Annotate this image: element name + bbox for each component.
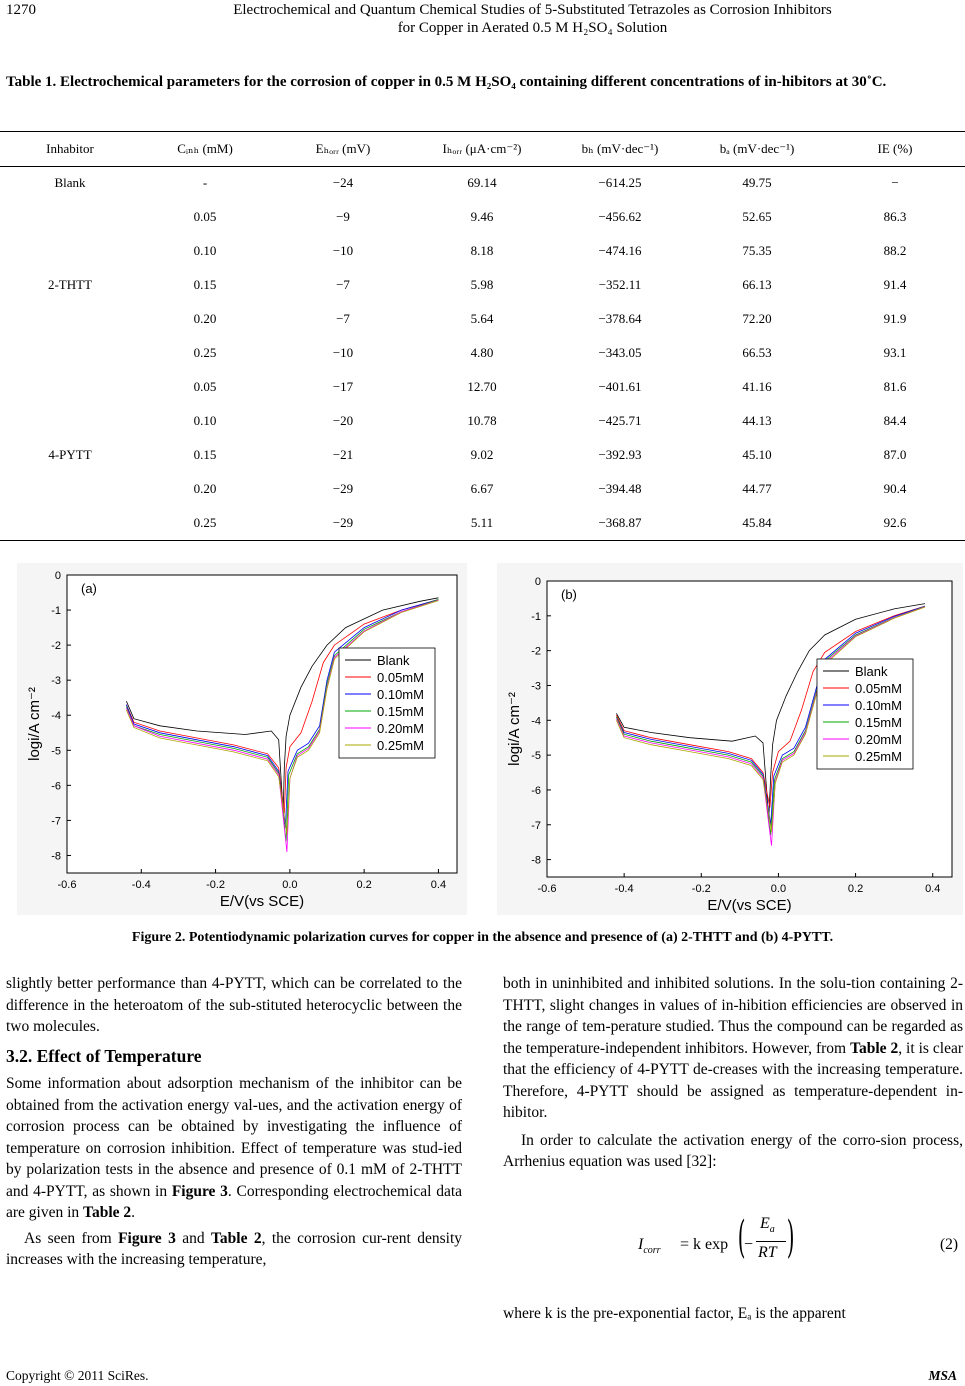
panel-label: (b) bbox=[561, 587, 577, 602]
table-cell: 9.02 bbox=[470, 447, 494, 462]
x-tick-label: 0.4 bbox=[430, 879, 447, 891]
table-header-cell: Eₕₒᵣᵣ (mV) bbox=[315, 141, 371, 156]
panel-label: (a) bbox=[81, 581, 97, 596]
table-cell: 69.14 bbox=[467, 175, 497, 190]
y-tick-label: -3 bbox=[51, 675, 61, 688]
table-bottom-rule bbox=[0, 540, 965, 541]
table-cell: 8.18 bbox=[470, 243, 494, 258]
table-header-cell: Iₕₒᵣᵣ (μA·cm⁻²) bbox=[442, 141, 522, 156]
right-paragraph-3: where k is the pre-exponential factor, Eₐ is the apparent bbox=[503, 1305, 846, 1322]
table-header-cell: bₐ (mV·dec⁻¹) bbox=[719, 141, 795, 156]
table-cell: 4.80 bbox=[470, 345, 494, 360]
table-header-rule bbox=[0, 166, 965, 167]
table-cell: −7 bbox=[336, 277, 350, 292]
legend-label: Blank bbox=[855, 664, 888, 679]
left-column bbox=[6, 973, 462, 1271]
y-tick-label: 0 bbox=[534, 576, 541, 588]
legend-label: 0.10mM bbox=[377, 687, 424, 702]
legend-label: 0.05mM bbox=[855, 681, 902, 696]
x-tick-label: -0.6 bbox=[537, 883, 557, 895]
table-cell: - bbox=[202, 175, 208, 190]
table-cell: 92.6 bbox=[883, 515, 907, 530]
table-cell: 52.65 bbox=[742, 209, 772, 224]
x-tick-label: 0.2 bbox=[847, 883, 864, 895]
y-tick-label: -8 bbox=[51, 850, 61, 863]
x-tick-label: 0.4 bbox=[925, 883, 941, 895]
table-cell: −10 bbox=[332, 345, 354, 360]
y-tick-label: -5 bbox=[51, 745, 61, 758]
y-axis-label: logi/A cm⁻² bbox=[506, 692, 523, 766]
table-cell: 91.9 bbox=[883, 311, 907, 326]
table-cell: 0.25 bbox=[193, 345, 217, 360]
table-cell: 0.20 bbox=[193, 311, 217, 326]
y-tick-label: 0 bbox=[54, 570, 61, 582]
figure-panel-b bbox=[497, 563, 963, 915]
table-group-label: 4-PYTT bbox=[48, 447, 92, 462]
table-cell: 44.13 bbox=[742, 413, 772, 428]
figure-3-ref-2[interactable]: Figure 3 bbox=[118, 1229, 176, 1247]
x-axis-label: E/V(vs SCE) bbox=[219, 893, 305, 910]
y-tick-label: -2 bbox=[531, 645, 541, 658]
table-cell: 88.2 bbox=[883, 243, 907, 258]
table-cell: −10 bbox=[332, 243, 354, 258]
table-cell: 0.05 bbox=[193, 209, 217, 224]
table-cell: −29 bbox=[332, 481, 354, 496]
y-axis-label: logi/A cm⁻² bbox=[26, 687, 43, 761]
table-cell: 66.53 bbox=[742, 345, 772, 360]
legend-label: 0.10mM bbox=[855, 698, 902, 713]
table-cell: 84.4 bbox=[883, 413, 907, 428]
table-cell: 66.13 bbox=[742, 277, 772, 292]
right-column bbox=[503, 973, 963, 1173]
x-tick-label: -0.4 bbox=[614, 883, 634, 895]
right-paragraph-1: both in uninhibited and inhibited solutions. In the solu-tion containing 2-THTT, slight changes in values of in-hibition efficiencies are observed in the range of tem-perature studied. Thus the compound can be regarded as the temperature-independent inhibitors. However, from Table 2, it is clear that the efficiency of 4-PYTT de-creases with the increasing temperature. Therefore, 4-PYTT should be assigned as temperature-dependent in-hibitor. bbox=[503, 975, 963, 1121]
table-cell: 6.67 bbox=[470, 481, 494, 496]
polarization-chart-a bbox=[17, 563, 467, 915]
table-cell: 72.20 bbox=[742, 311, 772, 326]
table-cell: 9.46 bbox=[470, 209, 494, 224]
y-tick-label: -6 bbox=[531, 784, 541, 797]
table-cell: 0.15 bbox=[193, 277, 217, 292]
x-tick-label: 0.2 bbox=[356, 879, 372, 891]
legend-label: 0.05mM bbox=[377, 670, 424, 685]
table-top-rule bbox=[0, 131, 965, 132]
table-cell: −474.16 bbox=[598, 243, 642, 258]
table-cell: −352.11 bbox=[598, 277, 642, 292]
figure-panel-a bbox=[17, 563, 467, 915]
y-tick-label: -1 bbox=[51, 605, 61, 618]
table-cell: −425.71 bbox=[598, 413, 642, 428]
table-cell: 0.05 bbox=[193, 379, 217, 394]
x-tick-label: -0.4 bbox=[131, 879, 151, 891]
legend-label: 0.25mM bbox=[377, 738, 424, 753]
table-cell: 45.84 bbox=[742, 515, 772, 530]
x-tick-label: -0.2 bbox=[206, 879, 226, 891]
table-cell: 10.78 bbox=[467, 413, 497, 428]
y-tick-label: -6 bbox=[51, 780, 61, 793]
table-cell: −343.05 bbox=[598, 345, 642, 360]
table-cell: −24 bbox=[332, 175, 354, 190]
table-cell: −7 bbox=[336, 311, 350, 326]
table-header-cell: Cᵢₙₕ (mM) bbox=[177, 141, 233, 156]
table-group-label: Blank bbox=[54, 175, 86, 190]
table-cell: −21 bbox=[332, 447, 354, 462]
y-tick-label: -2 bbox=[51, 640, 61, 653]
table-cell: 0.25 bbox=[193, 515, 217, 530]
legend-label: 0.20mM bbox=[855, 732, 902, 747]
table-group-label: 2-THTT bbox=[47, 277, 93, 292]
table-cell: 81.6 bbox=[883, 379, 907, 394]
x-tick-label: -0.6 bbox=[57, 879, 77, 891]
table-cell: 41.16 bbox=[742, 379, 772, 394]
table-cell: 86.3 bbox=[883, 209, 907, 224]
running-title-line2: for Copper in Aerated 0.5 M H₂SO₄ Solution bbox=[397, 20, 668, 36]
page-number: 1270 bbox=[6, 2, 36, 18]
table-cell: 90.4 bbox=[883, 481, 907, 496]
y-tick-label: -7 bbox=[531, 819, 541, 832]
polarization-chart-b bbox=[497, 563, 963, 915]
table-cell: −392.93 bbox=[598, 447, 642, 462]
y-tick-label: -3 bbox=[531, 680, 541, 693]
legend-label: 0.15mM bbox=[855, 715, 902, 730]
table-2-ref-3[interactable]: Table 2 bbox=[850, 1039, 899, 1057]
left-paragraph-3: As seen from Figure 3 and Table 2, the corrosion cur-rent density increases with the increasing temperature, bbox=[6, 1229, 462, 1268]
figure-caption: Figure 2. Potentiodynamic polarization curves for copper in the absence and presence of (a) 2-THTT and (b) 4-PYTT. bbox=[131, 930, 834, 945]
table-2-ref[interactable]: Table 2 bbox=[83, 1204, 132, 1221]
table-cell: 49.75 bbox=[742, 175, 772, 190]
x-tick-label: 0.0 bbox=[770, 883, 787, 895]
x-axis-label: E/V(vs SCE) bbox=[707, 897, 792, 914]
section-heading: 3.2. Effect of Temperature bbox=[6, 1045, 202, 1066]
table-cell: −17 bbox=[332, 379, 354, 394]
table-cell: 0.10 bbox=[193, 243, 217, 258]
table-cell: 0.10 bbox=[193, 413, 217, 428]
table-cell: − bbox=[891, 175, 899, 190]
table-cell: −20 bbox=[332, 413, 354, 428]
table-caption: Table 1. Electrochemical parameters for the corrosion of copper in 0.5 M H₂SO₄ containing different concentrations of in-hibitors at 30˚C. bbox=[6, 74, 887, 90]
table-cell: 44.77 bbox=[742, 481, 772, 496]
table-cell: 5.98 bbox=[470, 277, 494, 292]
table-cell: 5.64 bbox=[470, 311, 494, 326]
y-tick-label: -8 bbox=[531, 854, 541, 867]
table-cell: 0.15 bbox=[193, 447, 217, 462]
table-header-cell: IE (%) bbox=[877, 141, 913, 156]
table-cell: 75.35 bbox=[742, 243, 772, 258]
legend-label: Blank bbox=[377, 653, 410, 668]
table-cell: −378.64 bbox=[598, 311, 642, 326]
table-cell: 45.10 bbox=[742, 447, 772, 462]
table-cell: −401.61 bbox=[598, 379, 642, 394]
table-cell: 93.1 bbox=[883, 345, 907, 360]
table-cell: −9 bbox=[336, 209, 350, 224]
x-tick-label: -0.2 bbox=[691, 883, 711, 895]
figure-3-ref[interactable]: Figure 3 bbox=[171, 1182, 228, 1200]
table-cell: −614.25 bbox=[598, 175, 642, 190]
equation-number: (2) bbox=[940, 1236, 959, 1253]
legend-label: 0.20mM bbox=[377, 721, 424, 736]
y-tick-label: -1 bbox=[531, 610, 541, 623]
table-cell: −29 bbox=[332, 515, 354, 530]
y-tick-label: -7 bbox=[51, 815, 61, 828]
left-paragraph-2: Some information about adsorption mechanism of the inhibitor can be obtained from the activation energy val-ues, and the activation energy of corrosion process can be obtained by investigating the influence of temperature on corrosion inhibition. Effect of temperature was stud-ied by polarization tests in the absence and presence of 0.1 mM of 2-THTT and 4-PYTT, as shown in Figure 3. Corresponding electrochemical data are given in Table 2. bbox=[6, 1075, 463, 1221]
table-cell: −456.62 bbox=[598, 209, 642, 224]
footer-journal: MSA bbox=[928, 1368, 957, 1383]
table-cell: 0.20 bbox=[193, 481, 217, 496]
footer-copyright: Copyright © 2011 SciRes. bbox=[6, 1368, 149, 1383]
table-cell: −368.87 bbox=[598, 515, 642, 530]
right-paragraph-2: In order to calculate the activation energy of the corro-sion process, Arrhenius equation was used [32]: bbox=[503, 1131, 963, 1170]
y-tick-label: -5 bbox=[531, 750, 541, 763]
y-tick-label: -4 bbox=[531, 715, 541, 728]
table-2-ref-2[interactable]: Table 2 bbox=[210, 1229, 262, 1247]
running-title-line1: Electrochemical and Quantum Chemical Studies of 5-Substituted Tetrazoles as Corrosion Inhibitors bbox=[233, 2, 832, 18]
table-cell: −394.48 bbox=[598, 481, 642, 496]
table-cell: 12.70 bbox=[467, 379, 497, 394]
left-paragraph-1: slightly better performance than 4-PYTT, which can be correlated to the difference in the heteroatom of the sub-stituted heterocyclic between the two molecules. bbox=[6, 975, 462, 1035]
legend-label: 0.25mM bbox=[855, 749, 902, 764]
table-cell: 5.11 bbox=[470, 515, 494, 530]
x-tick-label: 0.0 bbox=[282, 879, 298, 891]
table-cell: 91.4 bbox=[883, 277, 907, 292]
table-header-cell: Inhabitor bbox=[46, 141, 94, 156]
y-tick-label: -4 bbox=[51, 710, 61, 723]
table-header-cell: bₕ (mV·dec⁻¹) bbox=[581, 141, 659, 156]
legend-label: 0.15mM bbox=[377, 704, 424, 719]
table-cell: 87.0 bbox=[883, 447, 907, 462]
